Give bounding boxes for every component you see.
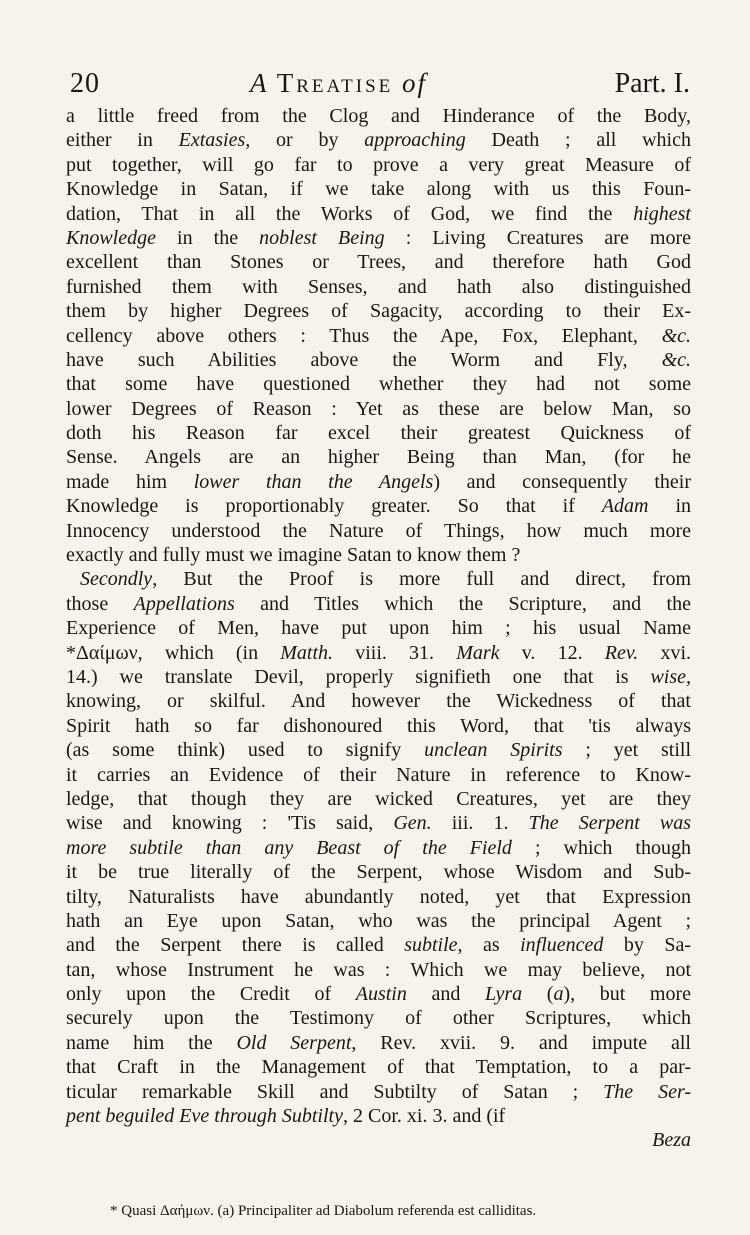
text-segment: a [553, 983, 564, 1006]
text-line [66, 689, 691, 713]
text-line [66, 104, 691, 128]
text-segment: Knowledge [66, 226, 156, 249]
text-segment: approaching [364, 129, 466, 152]
text-segment: v. 12. [499, 641, 605, 664]
text-segment: in the [156, 226, 260, 249]
text-segment: Secondly [80, 568, 153, 591]
text-line [66, 958, 691, 982]
text-line [66, 226, 691, 250]
running-header [70, 68, 690, 108]
text-line [66, 616, 691, 640]
text-segment: Old Serpent [236, 1031, 352, 1054]
text-line [66, 1006, 691, 1030]
text-line [66, 567, 691, 591]
text-segment: ) and consequently their [433, 470, 691, 493]
text-segment: wise and knowing : 'Tis said, [66, 812, 394, 835]
text-line [66, 1055, 691, 1079]
text-segment: Extasies, [178, 129, 251, 152]
text-line [66, 933, 691, 957]
text-line [66, 519, 691, 543]
text-line [66, 494, 691, 518]
text-segment: Matth. [280, 641, 334, 664]
text-segment: tan, whose Instrument he was : Which we may believe, not [66, 958, 691, 981]
text-line [66, 592, 691, 616]
text-segment: unclean Spirits [424, 739, 563, 762]
text-segment: &c. [661, 348, 691, 371]
text-line [66, 885, 691, 909]
text-line [66, 714, 691, 738]
text-segment: ( [522, 983, 554, 1006]
text-segment: that some have questioned whether they had not some [66, 373, 691, 396]
text-line [66, 421, 691, 445]
text-segment: and Titles which the Scripture, and the [234, 592, 691, 615]
text-segment: name him the [66, 1031, 237, 1054]
text-segment: and the Serpent there is called [66, 934, 405, 957]
text-segment: it carries an Evidence of their Nature in reference to Know- [66, 763, 691, 786]
text-segment: more subtile than any Beast of the Field [66, 836, 512, 859]
text-line [66, 202, 691, 226]
footnote: * Quasi Δαήμων. (a) Principaliter ad Diabolum referenda est calliditas. [110, 1203, 537, 1219]
text-segment: it be true literally of the Serpent, whose Wisdom and Sub- [66, 861, 691, 884]
text-segment: Adam [601, 495, 649, 518]
text-segment: lower Degrees of Reason : Yet as these are below Man, so [66, 397, 691, 420]
text-segment: Appellations [133, 592, 235, 615]
text-segment: (as some think) used to signify [66, 739, 425, 762]
text-line [66, 324, 691, 348]
text-segment: , Rev. xvii. 9. and impute all [351, 1031, 691, 1054]
text-segment: or by [250, 129, 365, 152]
text-segment: , But the Proof is more full and direct, from [152, 568, 691, 591]
text-segment: them by higher Degrees of Sagacity, according to their Ex- [66, 300, 691, 323]
text-line [66, 763, 691, 787]
text-segment: Knowledge in Satan, if we take along with us this Foun- [66, 178, 691, 201]
text-segment: doth his Reason far excel their greatest Quickness of [66, 422, 691, 445]
text-segment: exactly and fully must we imagine Satan to know them ? [66, 544, 521, 567]
text-segment: Knowledge is proportionably greater. So that if [66, 495, 602, 518]
text-segment: : Living Creatures are more [384, 226, 691, 249]
text-line [66, 250, 691, 274]
text-segment: those [66, 592, 134, 615]
text-segment: furnished them with Senses, and hath also distinguished [66, 275, 691, 298]
text-segment: Gen. [393, 812, 432, 835]
text-segment: Spirit hath so far dishonoured this Word, that 'tis always [66, 714, 691, 737]
text-segment: by Sa- [603, 934, 691, 957]
text-segment: cellency above others : Thus the Ape, Fox, Elephant, [66, 324, 662, 347]
title-word: Treatise [276, 68, 394, 98]
text-segment: ; yet still [562, 739, 692, 762]
text-segment: Austin [355, 983, 407, 1006]
text-line [66, 738, 691, 762]
text-line [66, 1031, 691, 1055]
text-segment: *Δαίμων, which (in [66, 641, 281, 664]
text-segment: &c. [661, 324, 691, 347]
text-line [66, 811, 691, 835]
text-segment: ; which though [511, 836, 691, 859]
text-line [66, 860, 691, 884]
text-segment: influenced [520, 934, 604, 957]
text-segment: knowing, or skilful. And however the Wickedness of that [66, 690, 691, 713]
text-segment: noblest Being [259, 226, 385, 249]
text-segment: iii. 1. [431, 812, 529, 835]
text-segment: tilty, Naturalists have abundantly noted, yet that Expression [66, 885, 691, 908]
catchword [66, 1128, 691, 1152]
text-line [66, 128, 691, 152]
text-line [66, 1080, 691, 1104]
text-line [66, 641, 691, 665]
text-segment: The Ser- [603, 1080, 691, 1103]
text-segment: subtile [404, 934, 458, 957]
text-line [66, 836, 691, 860]
text-line [66, 1104, 691, 1128]
text-segment: made him [66, 470, 194, 493]
text-segment: Rev. [604, 641, 639, 664]
running-title [250, 68, 427, 99]
text-line [66, 982, 691, 1006]
text-segment: Lyra [484, 983, 523, 1006]
text-segment: , 2 Cor. xi. 3. and (if [342, 1105, 506, 1128]
text-segment: ledge, that though they are wicked Creatures, yet are they [66, 787, 691, 810]
text-segment: lower than the Angels [193, 470, 434, 493]
text-line [66, 299, 691, 323]
text-line [66, 787, 691, 811]
catchword-text: Beza [652, 1129, 691, 1152]
text-line [66, 397, 691, 421]
text-segment: hath an Eye upon Satan, who was the principal Agent ; [66, 909, 691, 932]
text-segment: put together, will go far to prove a very great Measure of [66, 153, 691, 176]
text-line [66, 275, 691, 299]
text-line [66, 153, 691, 177]
text-segment: that Craft in the Management of that Temptation, to a par- [66, 1056, 691, 1079]
page-number: 20 [70, 68, 100, 99]
text-segment: Experience of Men, have put upon him ; his usual Name [66, 617, 691, 640]
part-label: Part. I. [614, 68, 690, 99]
text-line [66, 348, 691, 372]
text-segment: only upon the Credit of [66, 983, 356, 1006]
text-segment: have such Abilities above the Worm and Fly, [66, 348, 662, 371]
text-segment: Mark [456, 641, 500, 664]
text-segment: excellent than Stones or Trees, and therefore hath God [66, 251, 691, 274]
text-segment: dation, That in all the Works of God, we find the [66, 202, 634, 225]
text-line [66, 909, 691, 933]
text-segment: wise, [650, 665, 691, 688]
text-line [66, 372, 691, 396]
text-segment: ), but more [563, 983, 691, 1006]
body-text [66, 104, 691, 1153]
text-segment: ticular remarkable Skill and Subtilty of Satan ; [66, 1080, 604, 1103]
text-segment: in [648, 495, 691, 518]
text-line [66, 470, 691, 494]
text-segment: a little freed from the Clog and Hinderance of the Body, [66, 105, 691, 127]
text-line [66, 543, 691, 567]
text-segment: Death ; all which [465, 129, 691, 152]
text-segment: highest [633, 202, 691, 225]
text-segment: Sense. Angels are an higher Being than Man, (for he [66, 446, 691, 469]
text-segment: Innocency understood the Nature of Things, how much more [66, 519, 691, 542]
text-segment: 14.) we translate Devil, properly signifieth one that is [66, 665, 651, 688]
text-segment: pent beguiled Eve through Subtilty [66, 1105, 343, 1128]
text-segment: securely upon the Testimony of other Scriptures, which [66, 1007, 691, 1030]
text-segment: and [406, 983, 485, 1006]
text-segment: The Serpent was [528, 812, 692, 835]
text-segment: xvi. [638, 641, 692, 664]
title-prefix: A [250, 68, 269, 98]
title-suffix: of [402, 68, 428, 98]
text-segment: , as [457, 934, 521, 957]
text-line [66, 177, 691, 201]
text-line [66, 445, 691, 469]
text-segment: either in [66, 129, 179, 152]
text-line [66, 665, 691, 689]
text-segment: viii. 31. [333, 641, 457, 664]
